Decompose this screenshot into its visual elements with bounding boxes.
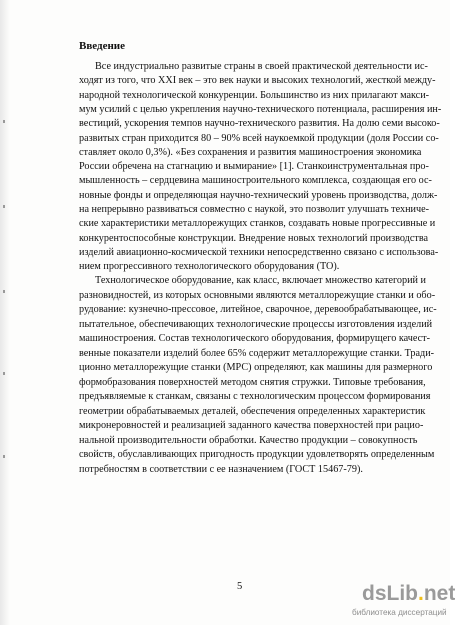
logo-suffix: net (423, 582, 455, 605)
text-line: новные фонды и определяющая научно-технический уровень производства, долж- (79, 189, 438, 201)
scan-left-edge (0, 0, 10, 625)
text-line: свойств, обуславливающих пригодность продукции удовлетворять определенным (79, 449, 435, 460)
watermark-caption: библиотека диссертаций (352, 608, 447, 617)
scan-mark (3, 372, 5, 375)
text-line: Все индустриально развитые страны в своей практической деятельности ис- (95, 61, 428, 72)
dslib-logo (362, 582, 455, 606)
text-line: машиностроения. Состав технологического оборудования, формирущего качест- (79, 333, 431, 344)
scan-mark (3, 290, 5, 293)
text-line: рудование: кузнечно-прессовое, литейное, сварочное, деревообрабатывающее, ис- (79, 304, 437, 315)
text-line: мышленность – сердцевина машиностроительного комплекса, создающая его ос- (79, 175, 432, 187)
text-line: нием прогрессивного технологического оборудования (ТО). (79, 261, 340, 273)
scan-mark (3, 455, 5, 458)
text-line: мум усилий с целью укрепления научно-технического потенциала, расширения ин- (79, 103, 442, 115)
text-line: пытательное, обеспечивающих технологические процессы изготовления изделий (79, 318, 433, 330)
section-heading: Введение (79, 40, 126, 52)
text-line: формобразования поверхностей методом снятия стружки. Типовые требования, (79, 376, 426, 388)
text-line: на непрерывно развиваться совместно с наукой, это позволит улучшать техниче- (79, 204, 430, 215)
text-line: вестиций, ускорения темпов научно-технического развития. На долю семи высоко- (79, 118, 440, 130)
text-line: разновидностей, из которых основными являются металлорежущие станки и обо- (79, 289, 436, 301)
text-line: развитых стран приходится 80 – 90% всей наукоемкой продукции (доля России со- (79, 132, 439, 144)
scan-mark (3, 205, 5, 208)
text-line: нальной производительности обработки. Качество продукции – совокупность (79, 434, 418, 446)
page-number: 5 (237, 581, 243, 592)
text-line: микронеровностей и реализацией заданного качества поверхностей при рацио- (79, 420, 424, 431)
logo-prefix: dsLib (362, 582, 418, 605)
scan-mark (3, 120, 5, 123)
text-line: предъявляемые к станкам, связаны с технологическим процессом формирования (79, 391, 431, 402)
text-line: изделий авиационно-космической техники непосредственно связано с использова- (79, 246, 439, 258)
text-line: геометрии обрабатываемых деталей, обеспечения определенных характеристик (79, 405, 426, 417)
text-line: потребностям в соответствии с ее назначением (ГОСТ 15467-79). (79, 463, 363, 475)
text-line: ционно металлорежущие станки (МРС) определяют, как машины для размерного (79, 362, 433, 373)
text-line: венные показатели изделий более 65% содержит металлорежущие станки. Тради- (79, 347, 435, 359)
text-line: народной технологической конкуренции. Большинство из них прилагают макси- (79, 89, 430, 101)
text-line: России обречена на стагнацию и вымирание» [1]. Станкоинструментальная про- (79, 161, 429, 173)
dslib-watermark[interactable] (352, 582, 455, 625)
logo-dot: . (418, 582, 424, 605)
text-line: ставляет около 0,3%). «Без сохранения и развития машиностроения экономика (79, 146, 422, 158)
text-line: ские характеристики металлорежущих станков, создавать новые прогрессивные и (79, 218, 436, 230)
text-line: ходят из того, что XXI век – это век науки и высоких технологий, жесткой между- (79, 75, 436, 87)
text-line: Технологическое оборудование, как класс, включает множество категорий и (95, 275, 427, 286)
text-line: конкурентоспособные конструкции. Внедрение новых технологий производства (79, 232, 429, 244)
